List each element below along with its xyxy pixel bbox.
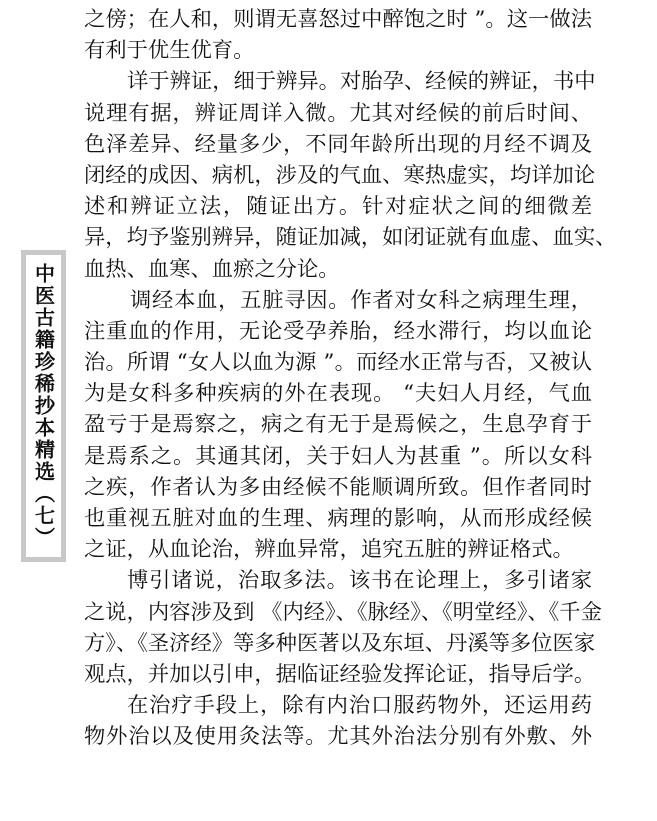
text-line: 是焉系之。其通其闭，关于妇人为甚重 ”。所以女科 xyxy=(84,443,592,469)
text-line: 色泽差异、经量多少，不同年龄所出现的月经不调及 xyxy=(84,131,592,157)
text-line: 治。所谓 “女人以血为源 ”。而经水正常与否，又被认 xyxy=(84,350,592,376)
paragraph-first-line: 在治疗手段上，除有内治口服药物外，还运用药 xyxy=(127,693,592,719)
text-line: 之疾，作者认为多由经候不能顺调所致。但作者同时 xyxy=(84,474,592,500)
paragraph-first-line: 详于辨证，细于辨异。对胎孕、经候的辨证，书中 xyxy=(127,69,596,95)
text-line: 有利于优生优育。 xyxy=(84,38,255,64)
text-line: 血热、血寒、血瘀之分论。 xyxy=(84,256,340,282)
text-line: 之说，内容涉及到 《内经》、《脉经》、《明堂经》、《千金 xyxy=(84,599,602,625)
text-line: 述和辨证立法，随证出方。针对症状之间的细微差 xyxy=(84,194,592,220)
text-line: 观点，并加以引申，据临证经验发挥论证，指导后学。 xyxy=(84,661,596,687)
text-line: 为是女科多种疾病的外在表现。 “夫妇人月经，气血 xyxy=(84,381,592,407)
text-line: 也重视五脏对血的生理、病理的影响，从而形成经候 xyxy=(84,506,592,531)
book-series-title: 中医古籍珍稀抄本精选（七） xyxy=(31,263,56,549)
text-line: 之证，从血论治，辨血异常，追究五脏的辨证格式。 xyxy=(84,537,574,563)
text-line: 之傍；在人和，则谓无喜怒过中醉饱之时 ”。这一做法 xyxy=(84,7,592,32)
text-line: 说理有据，辨证周详入微。尤其对经候的前后时间、 xyxy=(84,100,592,126)
text-line: 盈亏于是焉察之，病之有无于是焉候之，生息孕育于 xyxy=(84,412,592,438)
text-line: 方》、《圣济经》等多种医著以及东垣、丹溪等多位医家 xyxy=(84,630,596,656)
text-line: 注重血的作用，无论受孕养胎，经水滞行，均以血论 xyxy=(84,318,592,344)
text-line: 异，均予鉴别辨异，随证加减，如闭证就有血虚、血实、 xyxy=(84,225,617,251)
side-tab-inner xyxy=(26,255,61,557)
text-line: 物外治以及使用灸法等。尤其外治法分别有外敷、外 xyxy=(84,724,592,750)
paragraph-first-line: 博引诸说，治取多法。该书在论理上，多引诸家 xyxy=(127,568,592,594)
text-line: 闭经的成因、病机，涉及的气血、寒热虚实，均详加论 xyxy=(84,162,596,188)
paragraph-first-line: 调经本血，五脏寻因。作者对女科之病理生理， xyxy=(130,287,592,313)
side-tab xyxy=(21,250,66,562)
body-text xyxy=(84,0,617,753)
